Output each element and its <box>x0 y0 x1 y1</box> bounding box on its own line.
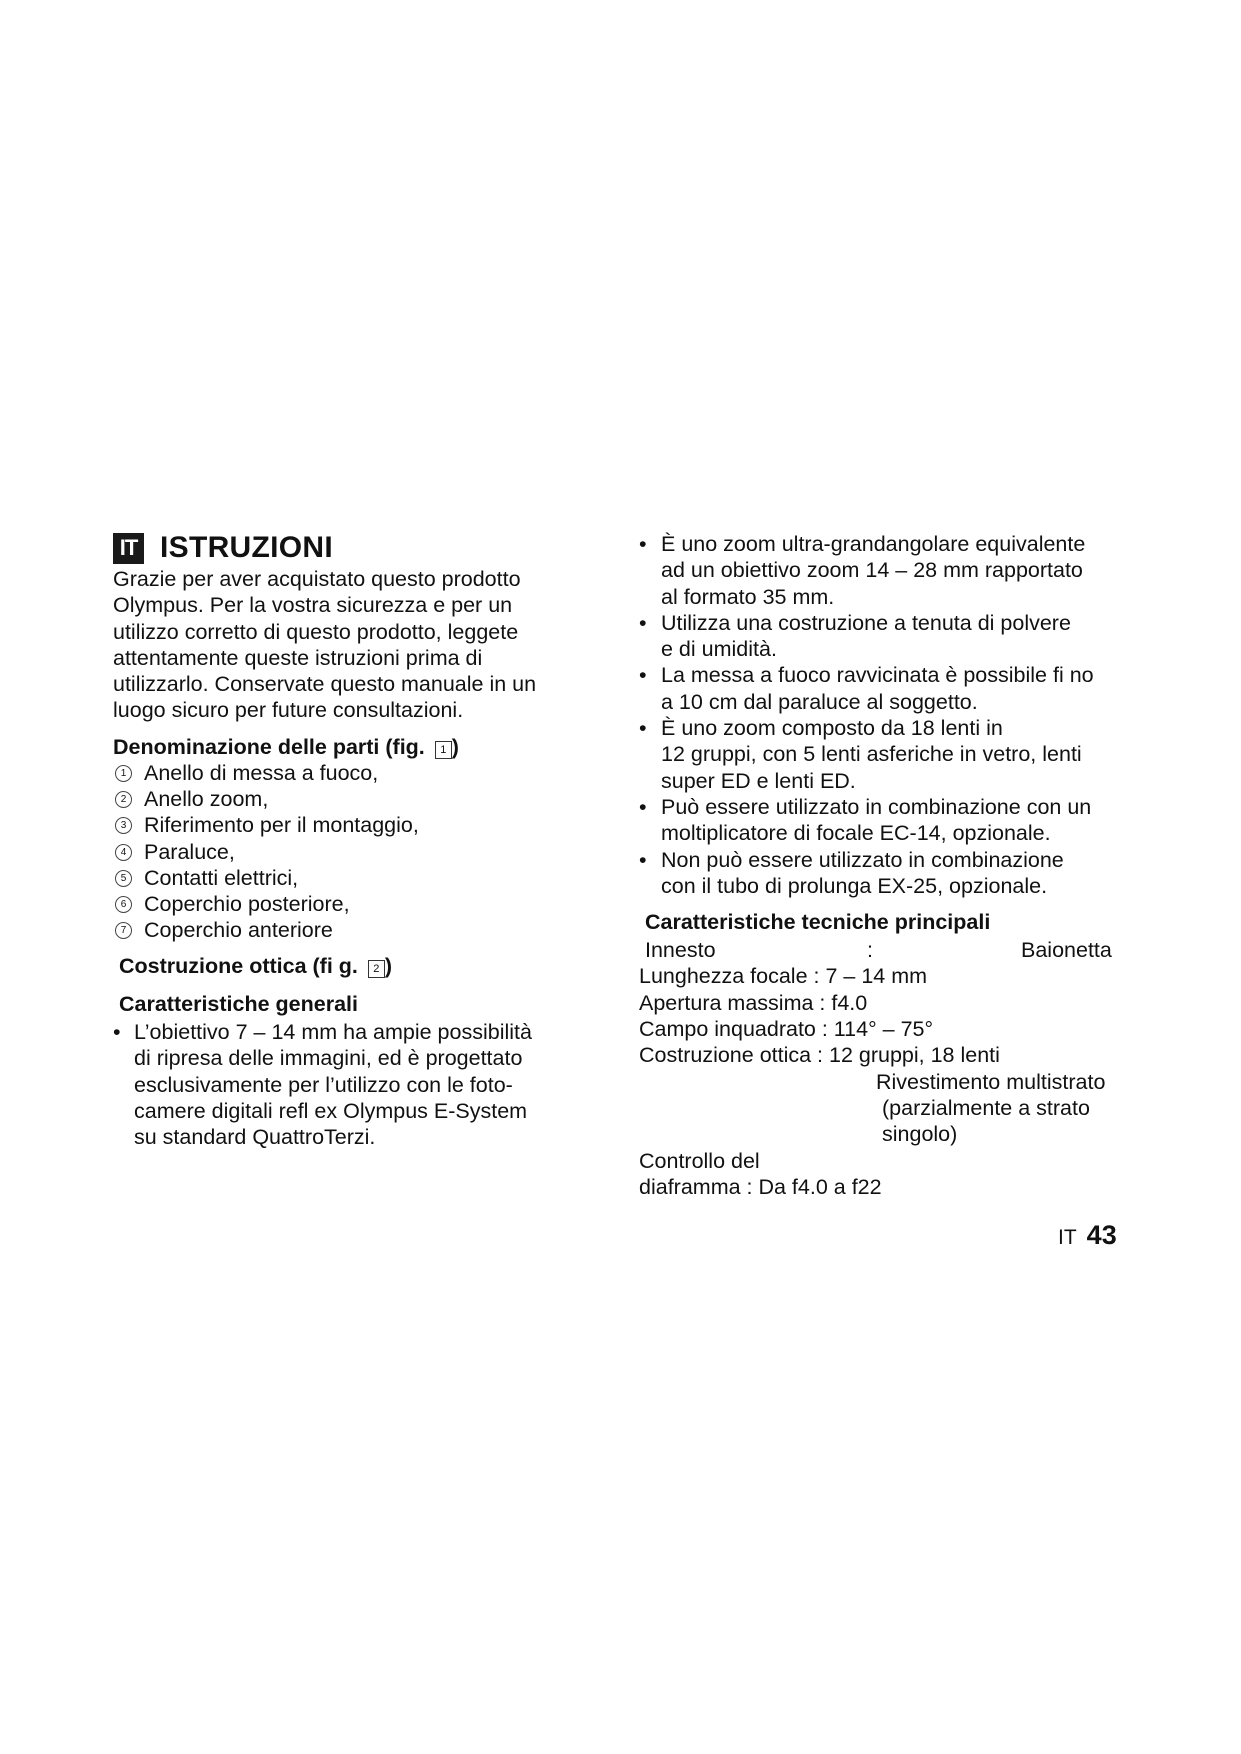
page-number-value: 43 <box>1086 1220 1117 1250</box>
part-label: Paraluce, <box>144 839 235 864</box>
feature-line: 12 gruppi, con 5 lenti asferiche in vetro, lenti <box>661 742 1082 767</box>
intro-line: attentamente queste istruzioni prima di <box>113 645 483 670</box>
feature-line: La messa a fuoco ravvicinata è possibile fi no <box>661 663 1094 688</box>
circled-number-icon: 1 <box>115 765 132 782</box>
circled-number-icon: 6 <box>115 896 132 913</box>
intro-line: Olympus. Per la vostra sicurezza e per un <box>113 593 513 618</box>
list-item <box>639 610 1094 663</box>
feature-line: Può essere utilizzato in combinazione con un <box>661 794 1092 819</box>
intro-line: utilizzarlo. Conservate questo manuale in un <box>113 672 537 697</box>
parts-heading-text: Denominazione delle parti (fig. <box>113 735 431 759</box>
feature-line: Utilizza una costruzione a tenuta di polvere <box>661 610 1071 635</box>
part-label: Contatti elettrici, <box>144 865 299 890</box>
bullet-dot: • <box>639 847 647 872</box>
general-line: camere digitali refl ex Olympus E-System <box>134 1098 528 1123</box>
list-item <box>113 865 419 891</box>
list-item <box>639 531 1094 610</box>
part-label: Coperchio anteriore <box>144 918 333 943</box>
intro-paragraph <box>113 566 536 724</box>
feature-line: e di umidità. <box>661 637 777 662</box>
general-line: su standard QuattroTerzi. <box>134 1125 376 1150</box>
list-item <box>113 839 419 865</box>
feature-line: moltiplicatore di focale EC-14, opzionale. <box>661 821 1051 846</box>
spec-mount-value: Baionetta <box>1021 938 1112 962</box>
parts-heading <box>113 734 459 760</box>
feature-line: al formato 35 mm. <box>661 584 835 609</box>
list-item <box>639 715 1094 794</box>
page-lang: IT <box>1058 1226 1077 1249</box>
general-line: esclusivamente per l’utilizzo con le foto- <box>134 1072 513 1097</box>
circled-number-icon: 2 <box>115 791 132 808</box>
circled-number-icon: 4 <box>115 844 132 861</box>
parts-heading-close: ) <box>451 735 459 759</box>
general-line: di ripresa delle immagini, ed è progettato <box>134 1046 523 1071</box>
part-label: Anello zoom, <box>144 786 269 811</box>
feature-line: super ED e lenti ED. <box>661 768 856 793</box>
spec-focal-length: Lunghezza focale : 7 – 14 mm <box>639 964 928 988</box>
part-label: Anello di messa a fuoco, <box>144 760 379 785</box>
figure-ref-icon: 1 <box>435 741 452 759</box>
spec-diaphragm-2: diaframma : Da f4.0 a f22 <box>639 1175 882 1199</box>
spec-mount-sep: : <box>867 938 873 962</box>
feature-line: con il tubo di prolunga EX-25, opzionale. <box>661 873 1048 898</box>
spec-diaphragm-1: Controllo del <box>639 1149 760 1173</box>
spec-construction: Costruzione ottica : 12 gruppi, 18 lenti <box>639 1043 1000 1067</box>
list-item <box>113 891 419 917</box>
bullet-dot: • <box>113 1020 121 1044</box>
circled-number-icon: 7 <box>115 922 132 939</box>
bullet-dot: • <box>639 716 647 741</box>
bullet-dot: • <box>639 794 647 819</box>
page-title: ISTRUZIONI <box>160 531 333 564</box>
intro-line: Grazie per aver acquistato questo prodotto <box>113 567 521 591</box>
part-label: Riferimento per il montaggio, <box>144 813 419 838</box>
feature-line: Non può essere utilizzato in combinazione <box>661 847 1064 872</box>
section-title-row <box>113 528 333 568</box>
figure-ref-icon: 2 <box>368 960 385 978</box>
spec-coating-1: Rivestimento multistrato <box>876 1070 1106 1094</box>
list-item <box>113 813 419 839</box>
language-badge: IT <box>113 533 144 564</box>
general-line: L’obiettivo 7 – 14 mm ha ampie possibilità <box>134 1020 532 1044</box>
list-item <box>639 662 1094 715</box>
list-item <box>113 786 419 812</box>
bullet-dot: • <box>639 663 647 688</box>
spec-max-aperture: Apertura massima : f4.0 <box>639 991 868 1015</box>
list-item <box>639 794 1094 847</box>
list-item <box>113 918 419 944</box>
bullet-dot: • <box>639 610 647 635</box>
spec-coating-3: singolo) <box>882 1122 958 1146</box>
general-heading: Caratteristiche generali <box>119 992 358 1016</box>
optics-heading-text: Costruzione ottica (fi g. <box>119 954 364 978</box>
specs-heading: Caratteristiche tecniche principali <box>645 910 991 934</box>
intro-line: luogo sicuro per future consultazioni. <box>113 698 464 723</box>
spec-coating-2: (parzialmente a strato <box>882 1096 1090 1120</box>
optics-heading <box>119 953 392 979</box>
page-number <box>1058 1220 1117 1251</box>
feature-line: È uno zoom ultra-grandangolare equivalente <box>661 532 1086 556</box>
spec-field: Campo inquadrato : 114° – 75° <box>639 1017 934 1041</box>
circled-number-icon: 3 <box>115 817 132 834</box>
spec-mount-label: Innesto <box>645 938 716 962</box>
general-bullet <box>113 1019 532 1150</box>
list-item <box>113 760 419 786</box>
circled-number-icon: 5 <box>115 870 132 887</box>
feature-line: ad un obiettivo zoom 14 – 28 mm rapportato <box>661 558 1083 583</box>
parts-list <box>113 760 419 944</box>
bullet-dot: • <box>639 532 647 556</box>
part-label: Coperchio posteriore, <box>144 892 350 917</box>
intro-line: utilizzo corretto di questo prodotto, leggete <box>113 619 519 644</box>
feature-line: È uno zoom composto da 18 lenti in <box>661 716 1003 741</box>
features-list <box>639 531 1094 899</box>
feature-line: a 10 cm dal paraluce al soggetto. <box>661 689 978 714</box>
optics-heading-close: ) <box>384 954 393 978</box>
list-item <box>639 847 1094 900</box>
